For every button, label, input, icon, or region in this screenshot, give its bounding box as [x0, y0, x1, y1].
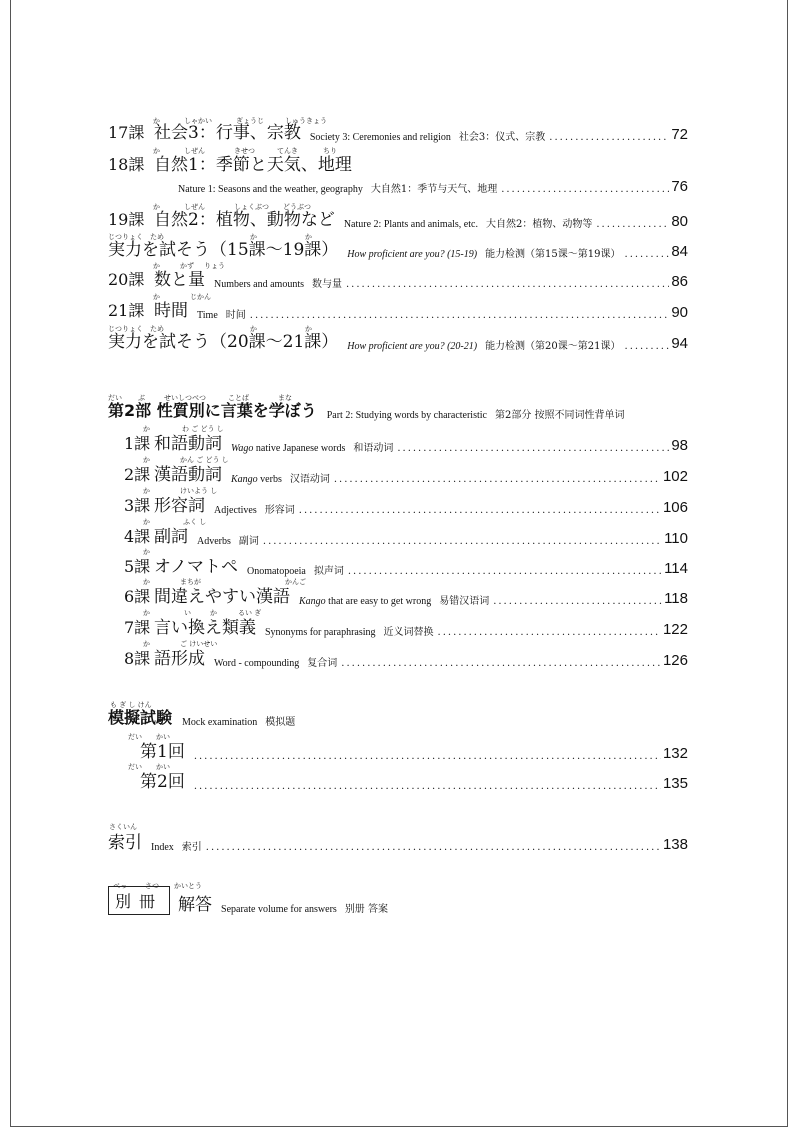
index-title: 索引	[108, 833, 142, 853]
lesson-title: 間違えやすい漢語	[154, 587, 290, 607]
furigana: べっ	[113, 882, 127, 890]
page-number: 106	[662, 499, 688, 516]
toc-row[interactable]	[108, 178, 688, 195]
section-title: 第2部 性質別に言葉を学ぼう	[108, 401, 317, 420]
leader-dots	[194, 781, 661, 792]
furigana: さくいん	[109, 823, 137, 831]
lesson-title-cn: 形容词	[264, 505, 295, 516]
furigana: い	[184, 609, 191, 617]
furigana: まな	[278, 394, 292, 402]
lesson-title-cn: 和语动词	[353, 443, 394, 454]
lesson-title-cn: 社会3：仪式、宗教	[458, 132, 546, 143]
furigana: せいしつべつ	[164, 394, 206, 402]
furigana: ちり	[323, 147, 337, 155]
page-number: 72	[671, 126, 688, 143]
lesson-title: 和語動詞	[154, 434, 222, 454]
furigana: ことば	[228, 394, 249, 402]
furigana: か	[153, 117, 160, 125]
lesson-title-en: Adverbs	[197, 536, 231, 547]
lesson-title-cn: 能力检测（第20课〜第21课）	[485, 341, 621, 352]
furigana: か	[143, 609, 150, 617]
furigana: か	[250, 233, 257, 241]
furigana: ご けいせい	[180, 640, 218, 648]
lesson-title-en: Time	[197, 310, 218, 321]
furigana: か	[153, 293, 160, 301]
lesson-title-en: Word - compounding	[214, 658, 300, 669]
lesson-title-cn: 副词	[238, 536, 259, 547]
furigana: かい	[156, 733, 170, 741]
leader-dots	[299, 505, 661, 516]
furigana: か	[305, 233, 312, 241]
lesson-title-en: Synonyms for paraphrasing	[265, 627, 376, 638]
furigana: だい	[128, 763, 142, 771]
lesson-title-cn: 拟声词	[313, 566, 344, 577]
furigana: どうぶつ	[283, 203, 311, 211]
leader-dots	[250, 310, 670, 321]
lesson-number: 20課	[108, 270, 145, 289]
furigana: けいよう し	[180, 487, 218, 495]
toc-row[interactable]	[108, 613, 688, 638]
lesson-title: 副詞	[154, 527, 188, 547]
page-number: 122	[662, 621, 688, 638]
lesson-title-en: Nature 1: Seasons and the weather, geography	[178, 184, 363, 195]
toc-row[interactable]	[108, 552, 688, 577]
page-number: 102	[662, 468, 688, 485]
page-number: 90	[671, 304, 688, 321]
furigana: わ ご どう し	[182, 425, 224, 433]
furigana: か	[143, 487, 150, 495]
lesson-title: 数と量	[154, 270, 205, 290]
section-title-en: Part 2: Studying words by characteristic	[326, 410, 487, 421]
lesson-title-en: How proficient are you? (20-21)	[347, 341, 478, 352]
lesson-title-cn: 汉语动词	[289, 474, 330, 485]
furigana: ぶ	[138, 394, 145, 402]
furigana: か	[143, 640, 150, 648]
furigana: るい ぎ	[238, 609, 262, 617]
furigana: しょくぶつ	[234, 203, 269, 211]
lesson-number: 18課	[108, 155, 145, 174]
answers-title-en: Separate volume for answers	[221, 904, 337, 915]
toc-row[interactable]	[108, 327, 688, 352]
page-number: 84	[671, 243, 688, 260]
furigana: か	[153, 203, 160, 211]
section-title-en: Mock examination	[182, 717, 258, 728]
lesson-number: 3課	[124, 496, 151, 515]
lesson-title-cn: 能力检测（第15课〜第19课）	[485, 249, 621, 260]
lesson-number: 21課	[108, 301, 145, 320]
leader-dots	[341, 658, 661, 669]
furigana: かい	[156, 763, 170, 771]
lesson-title-cn: 近义词替换	[383, 627, 434, 638]
lesson-title: 社会3：行事、宗教	[154, 123, 301, 143]
lesson-number: 17課	[108, 123, 145, 142]
furigana: かんご	[285, 578, 306, 586]
leader-dots	[397, 443, 669, 454]
lesson-number: 1課	[124, 434, 151, 453]
index-title-en: Index	[151, 842, 174, 853]
lesson-number: 4課	[124, 527, 151, 546]
lesson-title-cn: 大自然2：植物、动物等	[485, 219, 593, 230]
furigana: しゃかい	[184, 117, 212, 125]
section-title-cn: 第2部分 按照不同词性背单词	[494, 410, 625, 421]
mock-exam-title: 第1回	[140, 742, 185, 762]
page-number: 118	[664, 590, 688, 607]
lesson-title: 自然1：季節と天気、地理	[154, 155, 352, 175]
leader-dots	[596, 219, 669, 230]
furigana: ぎょうじ	[236, 117, 264, 125]
lesson-number: 7課	[124, 618, 151, 637]
section-title-cn: 模拟题	[265, 717, 296, 728]
lesson-number: 6課	[124, 587, 151, 606]
page-number: 132	[662, 745, 688, 762]
lesson-title: 実力を試そう（15課〜19課）	[108, 240, 339, 260]
page-number: 98	[671, 437, 688, 454]
leader-dots	[625, 341, 670, 352]
page-number: 86	[671, 273, 688, 290]
furigana: だい	[128, 733, 142, 741]
section-title: 模擬試験	[108, 708, 173, 727]
lesson-title-cn: 易错汉语词	[439, 596, 490, 607]
furigana: か	[210, 609, 217, 617]
furigana: じつりょく	[108, 325, 143, 333]
lesson-title-en: Kango verbs	[231, 474, 282, 485]
furigana: じかん	[190, 293, 211, 301]
lesson-title-en: Adjectives	[214, 505, 257, 516]
toc-row[interactable]	[108, 265, 688, 290]
furigana: も ぎ し けん	[110, 701, 152, 709]
page-number: 94	[671, 335, 688, 352]
leader-dots	[263, 536, 662, 547]
page-number: 114	[664, 560, 688, 577]
leader-dots	[438, 627, 661, 638]
furigana: か	[250, 325, 257, 333]
furigana: じつりょく	[108, 233, 143, 241]
lesson-title: オノマトペ	[154, 557, 238, 577]
furigana: か	[143, 548, 150, 556]
furigana: か	[143, 578, 150, 586]
answers-title: 解答	[178, 895, 213, 915]
lesson-title: 語形成	[154, 649, 205, 669]
furigana: まちが	[180, 578, 201, 586]
separate-volume-badge: 別冊	[108, 886, 170, 915]
index-title-cn: 索引	[181, 842, 202, 853]
lesson-title-en: How proficient are you? (15-19)	[347, 249, 478, 260]
lesson-title-en: Society 3: Ceremonies and religion	[309, 132, 451, 143]
furigana: かん ご どう し	[180, 456, 229, 464]
furigana: ため	[150, 325, 164, 333]
lesson-number: 19課	[108, 210, 145, 229]
furigana: か	[153, 262, 160, 270]
furigana: かいとう	[174, 882, 202, 890]
lesson-title-en: Numbers and amounts	[214, 279, 304, 290]
furigana: か	[305, 325, 312, 333]
furigana: てんき	[277, 147, 298, 155]
leader-dots	[501, 184, 669, 195]
toc-row[interactable]	[108, 767, 688, 792]
furigana: か	[143, 518, 150, 526]
furigana: か	[143, 456, 150, 464]
furigana: しゅうきょう	[285, 117, 327, 125]
leader-dots	[206, 842, 661, 853]
lesson-title-cn: 时间	[225, 310, 246, 321]
lesson-number: 2課	[124, 465, 151, 484]
leader-dots	[348, 566, 662, 577]
leader-dots	[334, 474, 661, 485]
lesson-title: 自然2：植物、動物など	[154, 210, 335, 230]
lesson-title: 漢語動詞	[154, 465, 222, 485]
page-number: 80	[671, 213, 688, 230]
furigana: ため	[150, 233, 164, 241]
page-number: 110	[664, 530, 688, 547]
lesson-title-en: Nature 2: Plants and animals, etc.	[343, 219, 478, 230]
page-number: 76	[671, 178, 688, 195]
lesson-title-en: Kango that are easy to get wrong	[299, 596, 432, 607]
furigana: しぜん	[184, 203, 205, 211]
lesson-title-cn: 数与量	[312, 279, 342, 290]
lesson-title-cn: 复合词	[307, 658, 338, 669]
furigana: りょう	[204, 262, 225, 270]
lesson-title: 形容詞	[154, 496, 205, 516]
furigana: きせつ	[234, 147, 255, 155]
leader-dots	[346, 279, 669, 290]
page-number: 135	[662, 775, 688, 792]
lesson-title: 時間	[154, 301, 188, 321]
furigana: しぜん	[184, 147, 205, 155]
leader-dots	[194, 751, 661, 762]
lesson-title-en: Onomatopoeia	[246, 566, 306, 577]
leader-dots	[549, 132, 669, 143]
toc-row[interactable]	[108, 235, 688, 260]
lesson-number: 8課	[124, 649, 151, 668]
lesson-title-cn: 大自然1：季节与天气、地理	[370, 184, 498, 195]
leader-dots	[493, 596, 662, 607]
leader-dots	[625, 249, 670, 260]
furigana: ふく し	[183, 518, 207, 526]
toc-row[interactable]	[108, 828, 688, 853]
furigana: さつ	[145, 882, 159, 890]
lesson-title: 実力を試そう（20課〜21課）	[108, 332, 339, 352]
furigana: だい	[108, 394, 122, 402]
furigana: か	[143, 425, 150, 433]
page-number: 138	[662, 836, 688, 853]
toc-row[interactable]	[108, 737, 688, 762]
lesson-number: 5課	[124, 557, 151, 576]
lesson-title-en: Wago native Japanese words	[231, 443, 346, 454]
answers-title-cn: 别册 答案	[344, 904, 388, 915]
furigana: かず	[180, 262, 194, 270]
furigana: か	[153, 147, 160, 155]
lesson-title: 言い換え類義	[154, 618, 256, 638]
page-number: 126	[662, 652, 688, 669]
mock-exam-title: 第2回	[140, 772, 185, 792]
